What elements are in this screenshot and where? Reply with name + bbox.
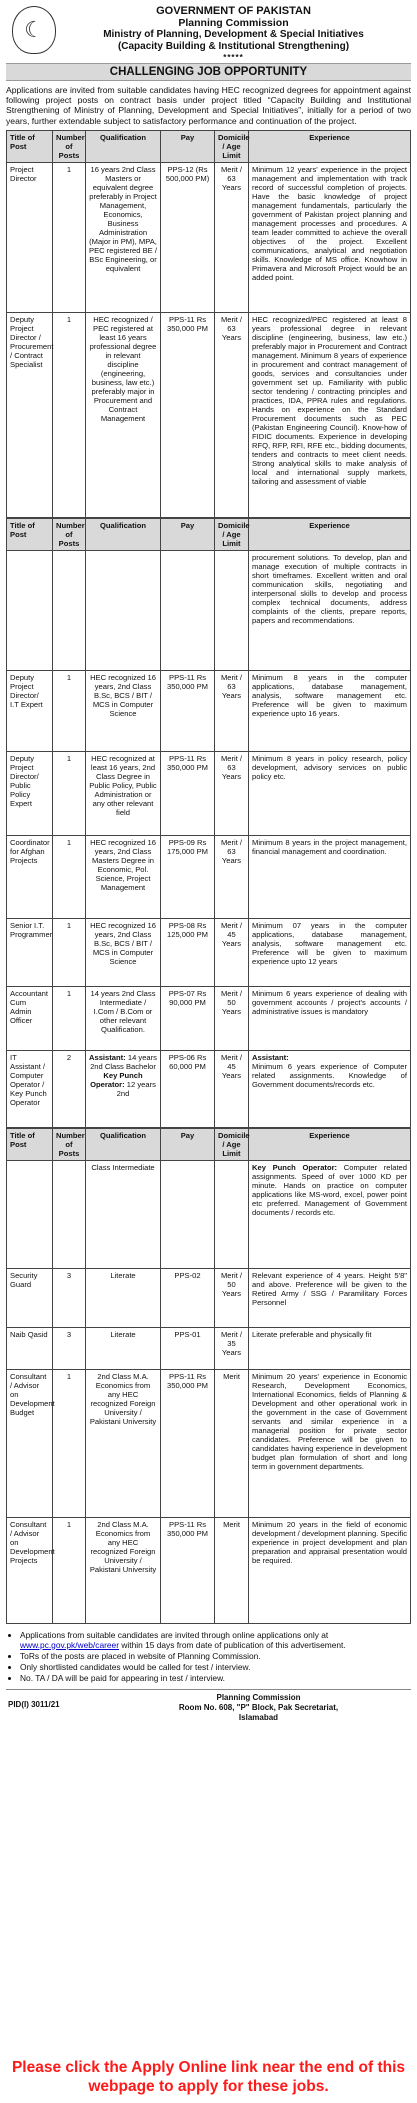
post-domicile: Merit / 35 Years bbox=[215, 1327, 249, 1369]
note-ta-da: • No. TA / DA will be paid for appearing in test / interview. bbox=[20, 1673, 411, 1683]
post-domicile: Merit bbox=[215, 1369, 249, 1517]
post-domicile: Merit / 45 Years bbox=[215, 918, 249, 986]
commission-title: Planning Commission bbox=[178, 16, 289, 29]
qual-text-assistant: 14 years 2nd Class Bachelor bbox=[90, 1052, 157, 1071]
post-pay bbox=[161, 550, 215, 670]
post-count: 1 bbox=[53, 1517, 86, 1623]
col-title-header: Title of Post bbox=[7, 130, 53, 162]
post-pay: PPS-09 Rs 175,000 PM bbox=[161, 835, 215, 918]
table-row bbox=[7, 670, 411, 751]
post-count bbox=[53, 550, 86, 670]
post-pay: PPS-11 Rs 350,000 PM bbox=[161, 1369, 215, 1517]
post-count: 1 bbox=[53, 918, 86, 986]
col-dom-header: Domicile / Age Limit bbox=[215, 130, 249, 162]
post-experience: Literate preferable and physically fit bbox=[249, 1327, 411, 1369]
col-num-header: Number of Posts bbox=[53, 518, 86, 550]
col-title-header: Title of Post bbox=[7, 518, 53, 550]
post-qualification: HEC recognized / PEC registered at least 16 years professional degree in relevant discipline (engineering, business, law etc.) preferably major in Procurement and Contract Management bbox=[86, 312, 161, 517]
post-qualification: HEC recognized 16 years, 2nd Class B.Sc, BCS / BIT / MCS in Computer Science bbox=[86, 670, 161, 751]
table-row bbox=[7, 1268, 411, 1327]
post-pay: PPS-08 Rs 125,000 PM bbox=[161, 918, 215, 986]
post-experience: procurement solutions. To develop, plan and manage execution of multiple contracts in short timeframes. Excellent written and oral communication skills, negotiating and interpersonal skills to develop and process complex technical documents, address complaints of the clients, prepare reports, papers and recommendations. bbox=[249, 550, 411, 670]
col-pay-header: Pay bbox=[161, 518, 215, 550]
table-row bbox=[7, 986, 411, 1050]
apply-online-notice: Please click the Apply Online link near the end of this webpage to apply for these jobs. bbox=[11, 2059, 406, 2095]
table-row bbox=[7, 1160, 411, 1268]
table-header-row bbox=[7, 130, 411, 162]
post-qualification: Literate bbox=[86, 1327, 161, 1369]
post-domicile: Merit / 50 Years bbox=[215, 1268, 249, 1327]
qual-label-kpo: Key Punch Operator: bbox=[90, 1070, 143, 1089]
post-pay: PPS-06 Rs 60,000 PM bbox=[161, 1050, 215, 1127]
post-title: IT Assistant / Computer Operator / Key Punch Operator bbox=[7, 1050, 53, 1127]
notes-list bbox=[6, 1630, 411, 1683]
table-row bbox=[7, 1517, 411, 1623]
post-count: 1 bbox=[53, 751, 86, 835]
post-title: Senior I.T. Programmer bbox=[7, 918, 53, 986]
col-qual-header: Qualification bbox=[86, 130, 161, 162]
post-qualification: 14 years 2nd Class Intermediate / I.Com / B.Com or other relevant Qualification. bbox=[86, 986, 161, 1050]
footer-office: Planning Commission bbox=[216, 1692, 301, 1702]
post-qualification: Literate bbox=[86, 1268, 161, 1327]
footer-city: Islamabad bbox=[238, 1712, 279, 1722]
project-title: (Capacity Building & Institutional Strengthening) bbox=[117, 40, 350, 52]
col-dom-header: Domicile / Age Limit bbox=[215, 1128, 249, 1160]
header bbox=[6, 4, 411, 60]
post-count bbox=[53, 1160, 86, 1268]
post-count: 1 bbox=[53, 1369, 86, 1517]
jobs-table-2 bbox=[6, 518, 411, 1128]
post-pay: PPS-12 (Rs 500,000 PM) bbox=[161, 162, 215, 312]
post-domicile: Merit / 45 Years bbox=[215, 1050, 249, 1127]
post-count: 2 bbox=[53, 1050, 86, 1127]
post-experience: Minimum 8 years in policy research, policy development, advisory services on public policy etc. bbox=[249, 751, 411, 835]
post-domicile: Merit / 63 Years bbox=[215, 670, 249, 751]
post-count: 1 bbox=[53, 986, 86, 1050]
post-qualification: 16 years 2nd Class Masters or equivalent degree preferably in Project Management, Economics, Business Administration (Major in PM), MPA, PEC registered BE / BSc Engineering, or equivalent bbox=[86, 162, 161, 312]
post-pay: PPS-02 bbox=[161, 1268, 215, 1327]
footer-address bbox=[116, 1693, 401, 1723]
post-domicile: Merit / 63 Years bbox=[215, 312, 249, 517]
note-shortlist: • Only shortlisted candidates would be called for test / interview. bbox=[20, 1662, 411, 1672]
col-num-header: Number of Posts bbox=[53, 130, 86, 162]
post-title: Accountant Cum Admin Officer bbox=[7, 986, 53, 1050]
intro-paragraph: Applications are invited from suitable candidates having HEC recognized degrees for appointment against following project posts on contract basis under project titled “Capacity Building and Institutional Strengthening of Ministry of Planning, Development and Special Initiatives”, initially for a period of two years, further extendable subject to satisfactory performance and continuation of the project. bbox=[6, 85, 411, 126]
table-row bbox=[7, 1369, 411, 1517]
note-1-text-a: Applications from suitable candidates are invited through online applications only at bbox=[20, 1629, 329, 1640]
post-pay: PPS-01 bbox=[161, 1327, 215, 1369]
table-header-row bbox=[7, 518, 411, 550]
post-domicile bbox=[215, 550, 249, 670]
table-row bbox=[7, 918, 411, 986]
post-title: Deputy Project Director/ I.T Expert bbox=[7, 670, 53, 751]
gov-title: GOVERNMENT OF PAKISTAN bbox=[156, 5, 311, 17]
table-row bbox=[7, 835, 411, 918]
stars-divider: ***** bbox=[223, 53, 244, 62]
pid-number: PID(I) 3011/21 bbox=[8, 1699, 60, 1709]
post-title: Deputy Project Director/ Public Policy Expert bbox=[7, 751, 53, 835]
note-apply-online bbox=[20, 1630, 411, 1650]
post-pay bbox=[161, 1160, 215, 1268]
col-pay-header: Pay bbox=[161, 1128, 215, 1160]
col-exp-header: Experience bbox=[249, 130, 411, 162]
career-link[interactable]: www.pc.gov.pk/web/career bbox=[20, 1639, 119, 1650]
post-title: Consultant / Advisor on Development Budget bbox=[7, 1369, 53, 1517]
col-exp-header: Experience bbox=[249, 518, 411, 550]
post-count: 3 bbox=[53, 1327, 86, 1369]
post-experience bbox=[249, 1050, 411, 1127]
post-qualification: 2nd Class M.A. Economics from any HEC recognized Foreign University / Pakistani University bbox=[86, 1369, 161, 1517]
post-qualification bbox=[86, 550, 161, 670]
jobs-table-1 bbox=[6, 130, 411, 518]
qual-label-assistant: Assistant: bbox=[89, 1052, 126, 1062]
post-experience bbox=[249, 1160, 411, 1268]
post-qualification: HEC recognized 16 years, 2nd Class B.Sc, BCS / BIT / MCS in Computer Science bbox=[86, 918, 161, 986]
post-count: 1 bbox=[53, 835, 86, 918]
col-qual-header: Qualification bbox=[86, 1128, 161, 1160]
post-domicile: Merit bbox=[215, 1517, 249, 1623]
post-title: Deputy Project Director / Procurement / Contract Specialist bbox=[7, 312, 53, 517]
note-tors: • ToRs of the posts are placed in website of Planning Commission. bbox=[20, 1651, 411, 1661]
post-pay: PPS-07 Rs 90,000 PM bbox=[161, 986, 215, 1050]
footer bbox=[6, 1689, 411, 1727]
post-pay: PPS-11 Rs 350,000 PM bbox=[161, 312, 215, 517]
post-count: 1 bbox=[53, 312, 86, 517]
exp-label-kpo: Key Punch Operator: bbox=[252, 1162, 338, 1172]
post-title: Coordinator for Afghan Projects bbox=[7, 835, 53, 918]
post-pay: PPS-11 Rs 350,000 PM bbox=[161, 1517, 215, 1623]
post-count: 1 bbox=[53, 162, 86, 312]
post-domicile bbox=[215, 1160, 249, 1268]
note-1-text-b: within 15 days from date of publication of this advertisement. bbox=[119, 1639, 346, 1650]
post-domicile: Merit / 63 Years bbox=[215, 162, 249, 312]
post-experience: Minimum 20 years' experience in Economic Research, Development Economics, International Economics, fields of Planning & Development and other operational work in the government in the case of Government servants and similar experience in a managerial position for private sector candidates. Preference will be given to candidates having experience in development budget plan formulation of short and long term in government departments. bbox=[249, 1369, 411, 1517]
post-count: 1 bbox=[53, 670, 86, 751]
post-pay: PPS-11 Rs 350,000 PM bbox=[161, 670, 215, 751]
post-experience: HEC recognized/PEC registered at least 8 years professional degree in relevant discipline (engineering, business, law etc.) preferably major in Procurement and Contract management. Minimum 8 years of experience in procurement and contract management of goods, services and consultancies under government set up. Familiarity with public sector tendering / contracting principles and practices, IDA, PPRA rules and regulations. Hands on experience on the Standard Procurement documents such as PEC (Pakistan Engineering Council). Know-how of FIDIC documents. Experience in developing RFQ, RFP, RFI, RFE etc., bidding documents, tenders and contracts to meet client needs. Strong analytical skills to make analysis of local and international supply markets, tailoring and assessment of viable bbox=[249, 312, 411, 517]
post-qualification: HEC recognized at least 16 years, 2nd Class Degree in Public Policy, Public Administration or any other relevant field bbox=[86, 751, 161, 835]
post-title: Project Director bbox=[7, 162, 53, 312]
post-experience: Minimum 07 years in the computer applications, database management, analysis, software management etc. Preference will be given to maximum experience upto 12 years bbox=[249, 918, 411, 986]
qual-text-kpo: 12 years 2nd bbox=[116, 1079, 156, 1098]
col-dom-header: Domicile / Age Limit bbox=[215, 518, 249, 550]
government-emblem-icon: ☾ bbox=[12, 6, 56, 54]
post-count: 3 bbox=[53, 1268, 86, 1327]
ministry-title: Ministry of Planning, Development & Special Initiatives bbox=[103, 29, 364, 40]
table-row bbox=[7, 550, 411, 670]
table-row bbox=[7, 1327, 411, 1369]
col-qual-header: Qualification bbox=[86, 518, 161, 550]
footer-room: Room No. 608, "P" Block, Pak Secretariat, bbox=[178, 1702, 339, 1712]
post-title: Naib Qasid bbox=[7, 1327, 53, 1369]
post-experience: Minimum 8 years in the computer applications, database management, analysis, software management etc. Preference will be given to maximum experience upto 16 years. bbox=[249, 670, 411, 751]
col-exp-header: Experience bbox=[249, 1128, 411, 1160]
post-domicile: Merit / 63 Years bbox=[215, 751, 249, 835]
exp-text-kpo: Computer related assignments. Speed of over 1000 KD per minute. Hands on practice on computer applications like MS-word, excel, power point etc preferred. Management of Government documents / records etc. bbox=[252, 1162, 407, 1217]
table-row bbox=[7, 751, 411, 835]
post-qualification bbox=[86, 1050, 161, 1127]
col-title-header: Title of Post bbox=[7, 1128, 53, 1160]
job-banner: CHALLENGING JOB OPPORTUNITY bbox=[6, 63, 411, 81]
post-title: Security Guard bbox=[7, 1268, 53, 1327]
post-pay: PPS-11 Rs 350,000 PM bbox=[161, 751, 215, 835]
post-experience: Minimum 8 years in the project management, financial management and coordination. bbox=[249, 835, 411, 918]
table-row bbox=[7, 1050, 411, 1127]
col-num-header: Number of Posts bbox=[53, 1128, 86, 1160]
post-domicile: Merit / 50 Years bbox=[215, 986, 249, 1050]
exp-text-assistant: Minimum 6 years experience of Computer related assignments. Knowledge of Government documents/records etc. bbox=[252, 1061, 407, 1089]
table-header-row bbox=[7, 1128, 411, 1160]
post-qualification: HEC recognized 16 years, 2nd Class Masters Degree in Economic, Pol. Science, Project Management bbox=[86, 835, 161, 918]
table-row bbox=[7, 162, 411, 312]
post-title bbox=[7, 550, 53, 670]
post-experience: Minimum 20 years in the field of economic development / development planning. Specific experience in project development and plan preparation and appraisal presentation would be required. bbox=[249, 1517, 411, 1623]
exp-label-assistant: Assistant: bbox=[252, 1052, 289, 1062]
post-experience: Relevant experience of 4 years. Height 5'8" and above. Preference will be given to the Retired Army / SSG / Paramilitary Forces Personnel bbox=[249, 1268, 411, 1327]
header-text bbox=[58, 6, 409, 64]
post-title: Consultant / Advisor on Development Projects bbox=[7, 1517, 53, 1623]
post-qualification: 2nd Class M.A. Economics from any HEC recognized Foreign University / Pakistani University bbox=[86, 1517, 161, 1623]
post-title bbox=[7, 1160, 53, 1268]
post-experience: Minimum 6 years experience of dealing with government accounts / project's accounts / administrative issues is mandatory bbox=[249, 986, 411, 1050]
post-domicile: Merit / 63 Years bbox=[215, 835, 249, 918]
table-row bbox=[7, 312, 411, 517]
post-qualification: Class Intermediate bbox=[86, 1160, 161, 1268]
col-pay-header: Pay bbox=[161, 130, 215, 162]
post-experience: Minimum 12 years' experience in the project management and implementation with track record of successful completion of projects. Have the basic knowledge of project management fundamentals, particularly the government of Pakistan project planning and management processes and procedures. A team leader committed to achieve the overall objectives of the project. Excellent communications, analytical and negotiation skills. Knowledge of MS office. Knowhow in Primavera and Microsoft Project would be an added point. bbox=[249, 162, 411, 312]
jobs-table-3 bbox=[6, 1128, 411, 1624]
